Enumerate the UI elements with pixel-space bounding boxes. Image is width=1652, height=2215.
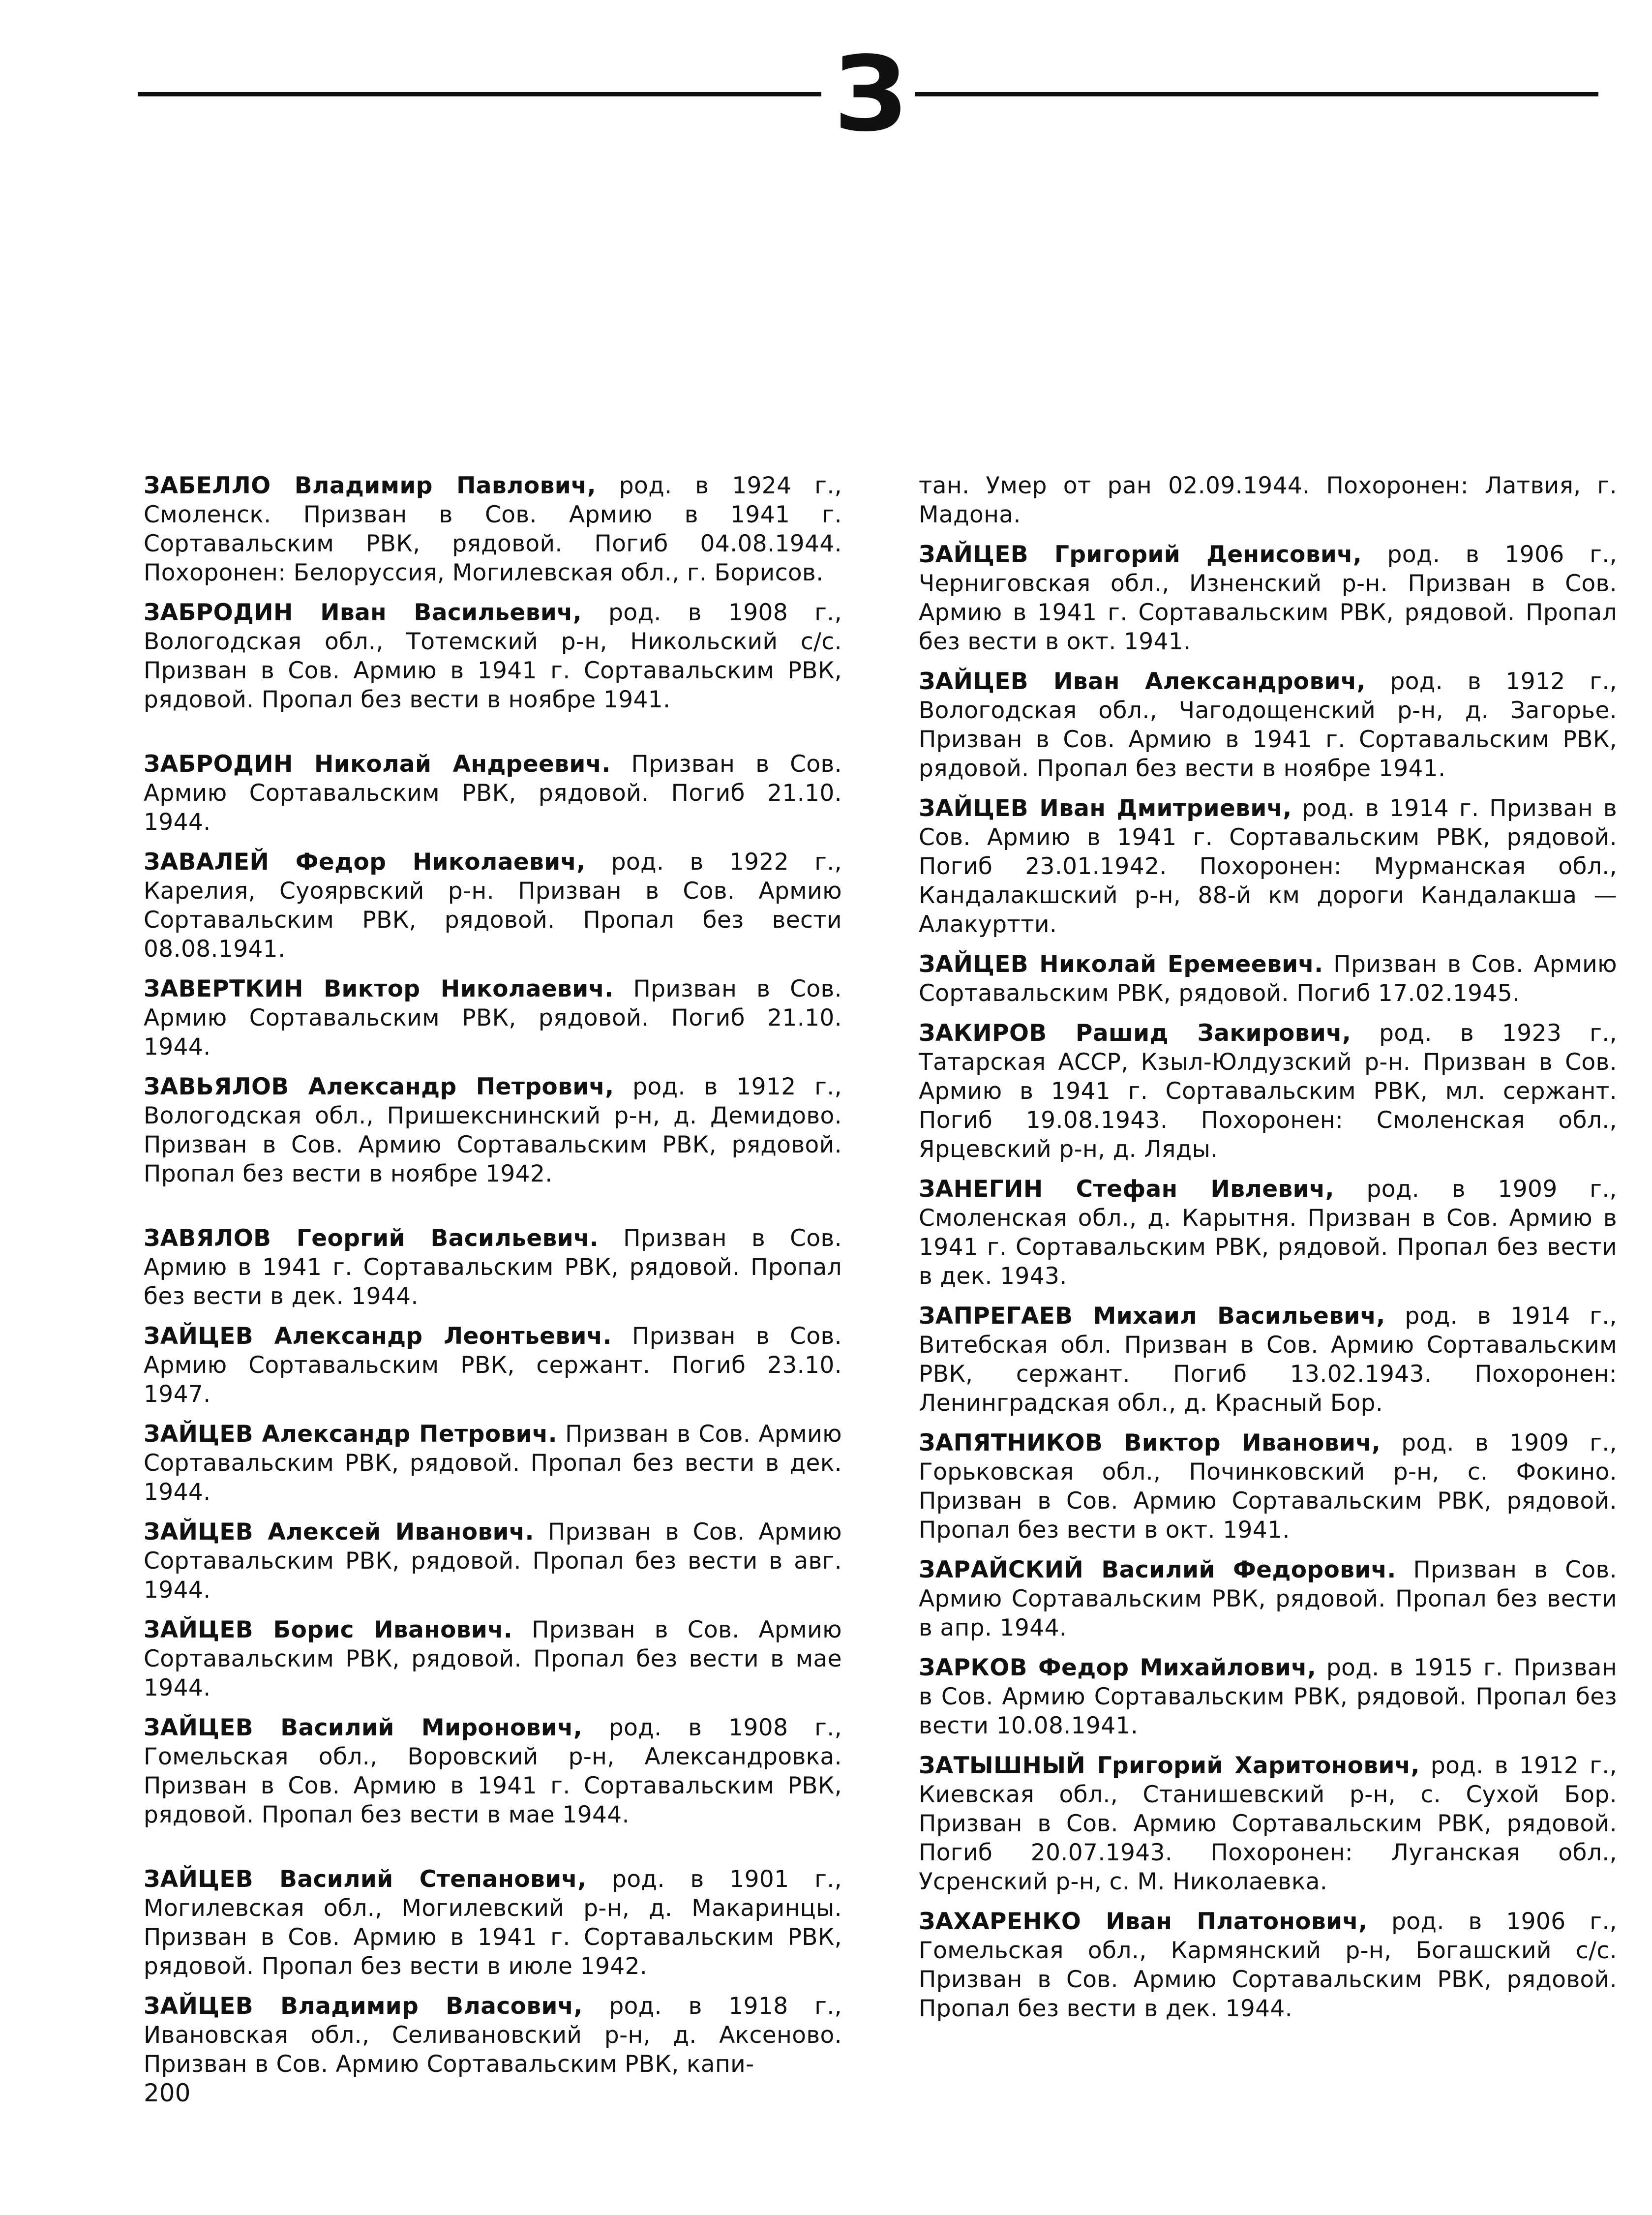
entry [144, 598, 842, 714]
entry-text: Призван в Сов. Армию Сортавальским РВК, рядовой. Погиб 17.02.1945. [919, 951, 1617, 1007]
entry [144, 1517, 842, 1605]
entry-text: род. в 1923 г., Татарская АССР, Кзыл-Юлдузский р-н. Призван в Сов. Армию в 1941 г. Сортавальским РВК, мл. сержант. Погиб 19.08.1943. Похоронен: Смоленская обл., Ярцевский р-н, д. Ляды. [919, 1020, 1617, 1163]
right-column [919, 471, 1617, 2034]
entry [919, 540, 1617, 656]
entry [144, 1615, 842, 1702]
entry [144, 1420, 842, 1507]
entry-text: Призван в Сов. Армию Сортавальским РВК, рядовой. Погиб 21.10. 1944. [144, 975, 842, 1061]
entry-text: род. в 1914 г. Призван в Сов. Армию в 1941 г. Сортавальским РВК, рядовой. Погиб 23.01.1942. Похоронен: Мурманская обл., Кандалакшский р-н, 88-й км дороги Кандалакша — Алакуртти. [919, 795, 1617, 938]
entry [919, 1428, 1617, 1545]
entry-name: ЗАХАРЕНКО Иван Платонович, [919, 1908, 1368, 1935]
entry-name: ЗАЙЦЕВ Василий Степанович, [144, 1866, 587, 1893]
entry-text: тан. Умер от ран 02.09.1944. Похоронен: Латвия, г. Мадона. [919, 472, 1617, 528]
entry-name: ЗАЙЦЕВ Владимир Власович, [144, 1993, 583, 2020]
entry-text: род. в 1906 г., Гомельская обл., Кармянский р-н, Богашский с/с. Призван в Сов. Армию Сортавальским РВК, рядовой. Пропал без вести в дек. 1944. [919, 1908, 1617, 2022]
entry [919, 1751, 1617, 1896]
entry [919, 1175, 1617, 1291]
entry-name: ЗАВЬЯЛОВ Александр Петрович, [144, 1073, 614, 1100]
entry-name: ЗАВАЛЕЙ Федор Николаевич, [144, 849, 586, 876]
entry [919, 1019, 1617, 1164]
entry-text: Призван в Сов. Армию Сортавальским РВК, рядовой. Пропал без вести в мае 1944. [144, 1616, 842, 1701]
entry-text: род. в 1908 г., Вологодская обл., Тотемский р-н, Никольский с/с. Призван в Сов. Армию в 1941 г. Сортавальским РВК, рядовой. Пропал без вести в ноябре 1941. [144, 599, 842, 713]
entry-name: ЗАЙЦЕВ Иван Дмитриевич, [919, 795, 1292, 822]
entry-name: ЗАРКОВ Федор Михайлович, [919, 1654, 1317, 1681]
entry [919, 1302, 1617, 1418]
entry [144, 1865, 842, 1981]
entry [144, 1992, 842, 2079]
entry [144, 750, 842, 837]
entry [919, 794, 1617, 939]
entry [144, 974, 842, 1062]
entry-text: Призван в Сов. Армию Сортавальским РВК, сержант. Погиб 23.10. 1947. [144, 1323, 842, 1408]
entry [919, 667, 1617, 783]
section-letter: З [834, 34, 907, 154]
entry-name: ЗАЙЦЕВ Александр Петрович. [144, 1421, 557, 1448]
entry-text: Призван в Сов. Армию Сортавальским РВК, рядовой. Пропал без вести в дек. 1944. [144, 1421, 842, 1506]
entry [919, 1907, 1617, 2023]
entry-name: ЗАБРОДИН Николай Андреевич. [144, 751, 611, 778]
entry-name: ЗАЙЦЕВ Алексей Иванович. [144, 1518, 534, 1546]
entry-text: род. в 1918 г., Ивановская обл., Селивановский р-н, д. Аксеново. Призван в Сов. Армию Сортавальским РВК, капи- [144, 1993, 842, 2078]
entry-text: род. в 1912 г., Киевская обл., Станишевский р-н, с. Сухой Бор. Призван в Сов. Армию Сортавальским РВК, рядовой. Погиб 20.07.1943. Похоронен: Луганская обл., Усренский р-н, с. М. Николаевка. [919, 1752, 1617, 1895]
entry [144, 1713, 842, 1829]
header-rule-left [138, 92, 821, 96]
page-number: 200 [144, 2079, 191, 2107]
entry-name: ЗАЙЦЕВ Александр Леонтьевич. [144, 1323, 612, 1350]
entry-name: ЗАВЕРТКИН Виктор Николаевич. [144, 975, 614, 1002]
entry [919, 1653, 1617, 1740]
entry-text: Призван в Сов. Армию Сортавальским РВК, рядовой. Пропал без вести в авг. 1944. [144, 1518, 842, 1604]
entry [144, 1224, 842, 1311]
entry-name: ЗАНЕГИН Стефан Ивлевич, [919, 1176, 1334, 1203]
entry-text: род. в 1909 г., Горьковская обл., Починковский р-н, с. Фокино. Призван в Сов. Армию Сортавальским РВК, рядовой. Пропал без вести в окт. 1941. [919, 1429, 1617, 1544]
entry-name: ЗАКИРОВ Рашид Закирович, [919, 1020, 1352, 1047]
entry-name: ЗАТЫШНЫЙ Григорий Харитонович, [919, 1752, 1420, 1779]
entry-name: ЗАПЯТНИКОВ Виктор Иванович, [919, 1429, 1381, 1456]
entry-name: ЗАБРОДИН Иван Васильевич, [144, 599, 582, 626]
entry-text: род. в 1912 г., Вологодская обл., Пришекснинский р-н, д. Демидово. Призван в Сов. Армию Сортавальским РВК, рядовой. Пропал без вести в ноябре 1942. [144, 1073, 842, 1187]
entry [144, 471, 842, 587]
entry-text: род. в 1915 г. Призван в Сов. Армию Сортавальским РВК, рядовой. Пропал без вести 10.08.1941. [919, 1654, 1618, 1739]
entry [919, 950, 1617, 1008]
left-column [144, 471, 842, 2090]
entry-text: род. в 1909 г., Смоленская обл., д. Карытня. Призван в Сов. Армию в 1941 г. Сортавальским РВК, рядовой. Пропал без вести в дек. 1943. [919, 1176, 1618, 1290]
entry-text: Призван в Сов. Армию Сортавальским РВК, рядовой. Погиб 21.10. 1944. [144, 751, 842, 836]
entry-text: Призван в Сов. Армию в 1941 г. Сортавальским РВК, рядовой. Пропал без вести в дек. 1944. [144, 1225, 842, 1310]
entry [144, 1322, 842, 1409]
entry-name: ЗАПРЕГАЕВ Михаил Васильевич, [919, 1303, 1385, 1330]
entry-name: ЗАЙЦЕВ Василий Миронович, [144, 1714, 583, 1741]
entry-name: ЗАВЯЛОВ Георгий Васильевич. [144, 1225, 599, 1252]
entry-continuation [919, 471, 1617, 529]
entry-text: род. в 1908 г., Гомельская обл., Воровский р-н, Александровка. Призван в Сов. Армию в 1941 г. Сортавальским РВК, рядовой. Пропал без вести в мае 1944. [144, 1714, 842, 1828]
entry-text: Призван в Сов. Армию Сортавальским РВК, рядовой. Пропал без вести в апр. 1944. [919, 1556, 1617, 1641]
entry-name: ЗАЙЦЕВ Николай Еремеевич. [919, 951, 1323, 978]
entry-text: род. в 1906 г., Черниговская обл., Изненский р-н. Призван в Сов. Армию в 1941 г. Сортавальским РВК, рядовой. Пропал без вести в окт. 1941. [919, 541, 1617, 655]
section-header [138, 34, 1598, 154]
entry [144, 848, 842, 964]
entry-name: ЗАЙЦЕВ Григорий Денисович, [919, 541, 1362, 568]
entry-text: род. в 1924 г., Смоленск. Призван в Сов. Армию в 1941 г. Сортавальским РВК, рядовой. Погиб 04.08.1944. Похоронен: Белоруссия, Могилевская обл., г. Борисов. [144, 472, 842, 586]
entry [919, 1555, 1617, 1642]
header-rule-right [915, 92, 1598, 96]
entry-name: ЗАЙЦЕВ Иван Александрович, [919, 668, 1366, 695]
entry-name: ЗАЙЦЕВ Борис Иванович. [144, 1616, 513, 1643]
entry-text: род. в 1922 г., Карелия, Суоярвский р-н. Призван в Сов. Армию Сортавальским РВК, рядовой. Пропал без вести 08.08.1941. [144, 849, 842, 963]
entry [144, 1072, 842, 1188]
entry-text: род. в 1901 г., Могилевская обл., Могилевский р-н, д. Макаринцы. Призван в Сов. Армию в 1941 г. Сортавальским РВК, рядовой. Пропал без вести в июле 1942. [144, 1866, 842, 1980]
entry-name: ЗАБЕЛЛО Владимир Павлович, [144, 472, 596, 499]
entry-text: род. в 1914 г., Витебская обл. Призван в Сов. Армию Сортавальским РВК, сержант. Погиб 13.02.1943. Похоронен: Ленинградская обл., д. Красный Бор. [919, 1303, 1617, 1417]
entry-text: род. в 1912 г., Вологодская обл., Чагодощенский р-н, д. Загорье. Призван в Сов. Армию в 1941 г. Сортавальским РВК, рядовой. Пропал без вести в ноябре 1941. [919, 668, 1617, 782]
entry-name: ЗАРАЙСКИЙ Василий Федорович. [919, 1556, 1396, 1583]
